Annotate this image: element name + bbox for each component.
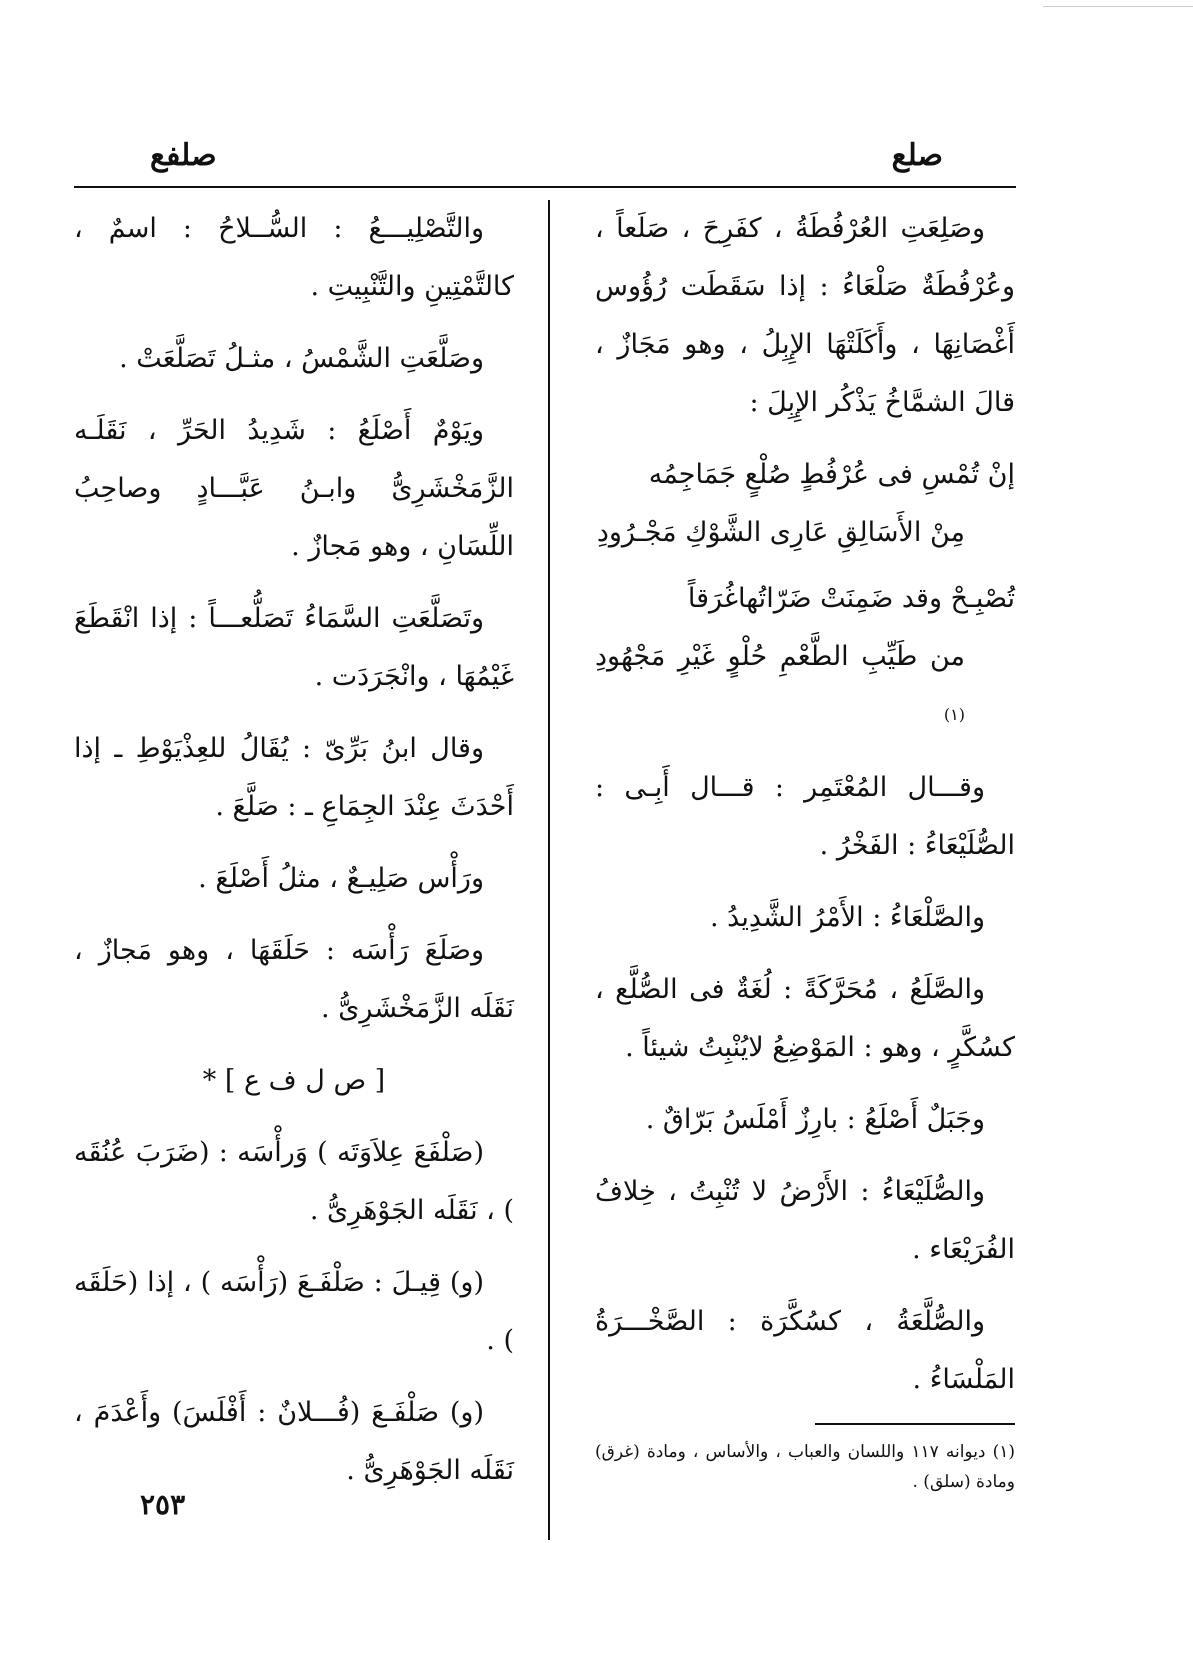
entry-paragraph: ورَأْس صَلِيـعٌ ، مثلُ أَصْلَعَ . [198, 863, 484, 894]
entry-paragraph: وتَصَلَّعَتِ السَّمَاءُ تَصَلُّعـــاً : إذا انْقَطَعَ غَيْمُهَا ، وانْجَرَدَت . [74, 603, 514, 692]
left-column [74, 200, 514, 1514]
verse-line: مِنْ الأَسَالِقِ عَارِى الشَّوْكِ مَجْـرُودِ [596, 517, 965, 548]
footnote-rule [815, 1423, 1015, 1425]
footnote: (١) ديوانه ١١٧ واللسان والعباب ، والأساس ، ومادة (غرق) ومادة (سلق) . [595, 1442, 1016, 1492]
running-head-right: صلع [891, 138, 943, 173]
entry-paragraph: وقال ابنُ بَرِّىّ : يُقَالُ للعِذْيَوْطِ ـ إذا أَحْدَثَ عِنْدَ الجِمَاعِ ـ : صَلَّعَ . [74, 733, 514, 822]
verse-couplet-1 [595, 446, 1015, 562]
entry-paragraph: وجَبَلٌ أَصْلَعُ : بارِزٌ أَمْلَسُ بَرّاقٌ . [645, 1104, 985, 1135]
running-head-left: صلفع [150, 138, 217, 173]
entry-paragraph: وقـــال المُعْتَمِر : قـــال أَبِـى : الصُّلَيْعَاءُ : الفَخْرُ . [595, 772, 1015, 861]
verse-text: من طَيِّبِ الطَّعْمِ حُلْوٍ غَيْرِ مَجْهُودِ [595, 641, 965, 672]
entry-paragraph: والصَّلْعَاءُ : الأَمْرُ الشَّدِيدُ . [709, 902, 985, 933]
entry-paragraph: والصُّلَّعَةُ ، كسُكَّرَة : الصَّخْـــرَةُ المَلْسَاءُ . [595, 1306, 1015, 1395]
verse-line [595, 628, 1015, 751]
entry-paragraph: (صَلْفَعَ عِلاَوَتَه ) وَرأْسَه : (ضَرَبَ عُنُقَه ) ، نَقَلَه الجَوْهَرِىُّ . [74, 1137, 514, 1226]
top-edge-line [1043, 6, 1193, 7]
header-rule [74, 186, 1016, 188]
verse-couplet-2 [595, 570, 1015, 751]
entry-paragraph: والتَّصْلِيـــعُ : السُّــلاحُ : اسمٌ ، كالتَّمْتِينِ والتَّنْبِيتِ . [74, 213, 514, 302]
entry-paragraph: وصَلَعَ رَأْسَه : حَلَقَهَا ، وهو مَجازٌ ، نَقَلَه الزَّمَخْشَرِىُّ . [74, 935, 514, 1024]
entry-paragraph: والصُّلَيْعَاءُ : الأَرْضُ لا تُنْبِتُ ، خِلافُ الفُرَيْعَاء . [595, 1176, 1015, 1265]
root-heading: [ ص ل ف ع ] * [202, 1065, 386, 1096]
entry-paragraph: (و) قِيـلَ : صَلْفَـعَ (رَأْسَه ) ، إذا (حَلَقَه ) . [74, 1267, 514, 1356]
entry-paragraph: (و) صَلْفَـعَ (فُـــلانٌ : أَفْلَسَ) وأَعْدَمَ ، نَقَلَه الجَوْهَرِىُّ . [74, 1397, 514, 1486]
verse-line: تُصْبِـحْ وقد ضَمِنَتْ ضَرّاتُهاغُرَقاً [687, 583, 1015, 614]
page-number: ٢٥٣ [140, 1488, 186, 1521]
column-divider [548, 200, 550, 1540]
entry-paragraph: وصَلَّعَتِ الشَّمْسُ ، مثـلُ تَصَلَّعَتْ . [119, 343, 484, 374]
entry-paragraph: وصَلِعَتِ العُرْفُطَةُ ، كفَرِحَ ، صَلَعاً ، وعُرْفُطَةٌ صَلْعَاءُ : إذا سَقَطَت رُؤُوس أَغْصَانِهَا ، وأَكَلَتْهَا الإِبِلُ ، وهو مَجَازٌ ، قالَ الشمَّاخُ يَذْكُر الإِبِلَ : [595, 213, 1015, 418]
footnote-marker: (١) [943, 705, 965, 724]
entry-paragraph: ويَوْمٌ أَصْلَعُ : شَدِيدُ الحَرِّ ، نَقَلَـه الزَّمَخْشَرِىُّ وابـنُ عَبَّـــادٍ وصاحِبُ اللِّسَانِ ، وهو مَجازٌ . [74, 415, 514, 562]
right-column [595, 200, 1015, 1497]
entry-paragraph: والصَّلَعُ ، مُحَرَّكَةً : لُغَةٌ فى الصُّلَّع ، كسُكَّرٍ ، وهو : المَوْضِعُ لايُنْبِتُ شيئاً . [595, 974, 1015, 1063]
verse-line: إنْ تُمْسِ فى عُرْفُطٍ صُلْعٍ جَمَاجِمُه [648, 459, 1015, 490]
